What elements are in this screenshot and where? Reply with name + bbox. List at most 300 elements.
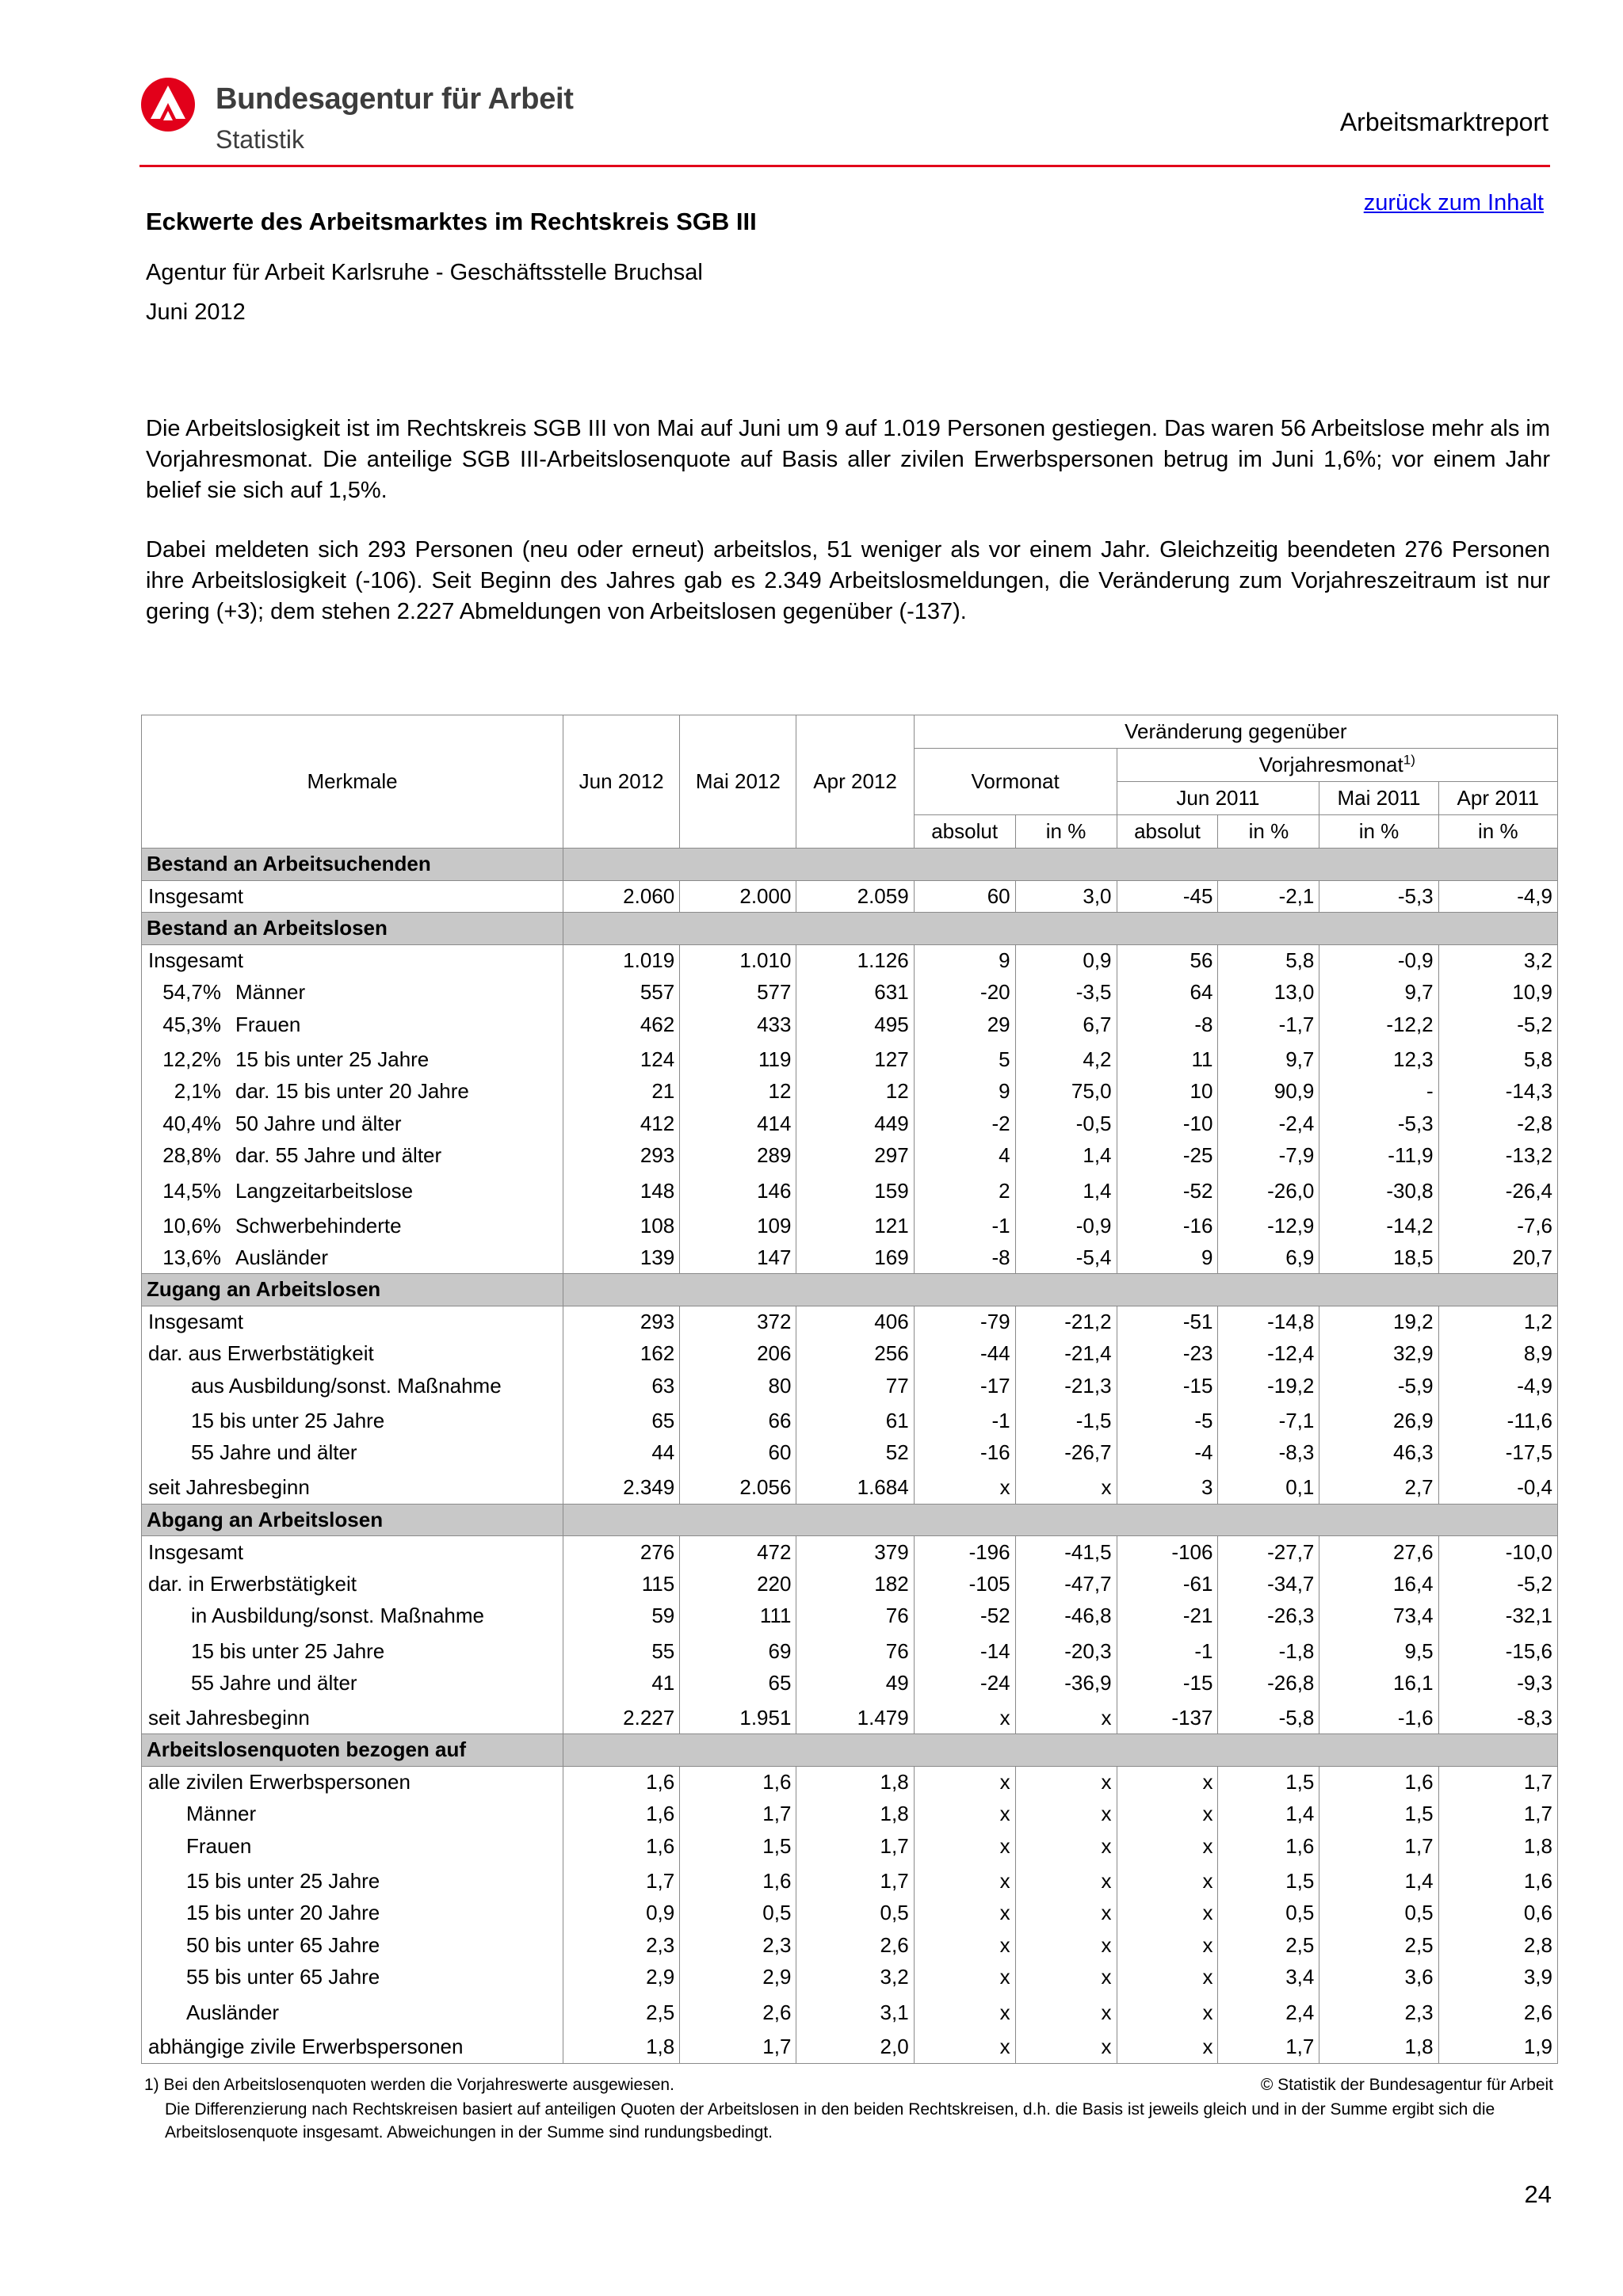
table-cell: -2 [914, 1108, 1015, 1140]
table-cell: 2,0 [796, 2028, 914, 2063]
table-cell: 16,1 [1319, 1667, 1438, 1699]
table-row [142, 1469, 1558, 1504]
table-cell: -1 [1117, 1632, 1218, 1667]
page-header [139, 76, 1550, 170]
table-cell: -1 [914, 1207, 1015, 1241]
table-cell: 2,6 [1438, 1993, 1557, 2028]
row-label: 55 Jahre und älter [191, 1670, 357, 1695]
table-cell: -21,4 [1015, 1338, 1117, 1371]
table-cell: -41,5 [1015, 1536, 1117, 1569]
row-label: Insgesamt [148, 948, 243, 972]
table-cell: -1,6 [1319, 1699, 1438, 1734]
table-cell: x [1117, 2028, 1218, 2063]
row-label-cell [142, 1667, 563, 1699]
table-cell: 146 [680, 1172, 796, 1207]
table-cell: 12,3 [1319, 1041, 1438, 1076]
table-cell: 0,5 [1319, 1897, 1438, 1930]
table-cell: 379 [796, 1536, 914, 1569]
table-cell: -5,3 [1319, 1108, 1438, 1140]
table-cell: 2,5 [1319, 1929, 1438, 1962]
table-cell: -7,1 [1218, 1402, 1319, 1437]
table-cell: 182 [796, 1568, 914, 1600]
table-cell: 159 [796, 1172, 914, 1207]
table-cell: 2.056 [680, 1469, 796, 1504]
table-cell: -2,8 [1438, 1108, 1557, 1140]
table-cell: 220 [680, 1568, 796, 1600]
row-label-cell [142, 1108, 563, 1140]
table-cell: 1.126 [796, 944, 914, 977]
table-cell: 1,6 [563, 1798, 680, 1831]
table-row [142, 1667, 1558, 1699]
table-cell: -26,0 [1218, 1172, 1319, 1207]
row-label: 50 bis unter 65 Jahre [186, 1932, 380, 1957]
table-cell: 64 [1117, 977, 1218, 1009]
table-cell: -1,8 [1218, 1632, 1319, 1667]
report-period: Juni 2012 [146, 299, 246, 325]
table-cell: 2.227 [563, 1699, 680, 1734]
table-cell: 462 [563, 1009, 680, 1041]
table-cell: 12 [796, 1076, 914, 1108]
table-cell: 2,5 [563, 1993, 680, 2028]
table-cell: 0,6 [1438, 1897, 1557, 1930]
table-cell: 1,5 [1319, 1798, 1438, 1831]
table-cell: 1.951 [680, 1699, 796, 1734]
table-cell: 4,2 [1015, 1041, 1117, 1076]
table-cell: -137 [1117, 1699, 1218, 1734]
table-cell: 1,7 [1218, 2028, 1319, 2063]
table-cell: -24 [914, 1667, 1015, 1699]
table-cell: 1,6 [680, 1766, 796, 1798]
table-cell: -52 [914, 1600, 1015, 1633]
table-cell: 73,4 [1319, 1600, 1438, 1633]
section-fill [563, 849, 1558, 881]
table-cell: -34,7 [1218, 1568, 1319, 1600]
table-cell: -4,9 [1438, 1370, 1557, 1402]
section-header-row [142, 1734, 1558, 1767]
section-header-row [142, 849, 1558, 881]
header-divider [139, 165, 1550, 167]
table-cell: 1,5 [1218, 1863, 1319, 1897]
table-cell: 1,8 [563, 2028, 680, 2063]
row-label: alle zivilen Erwerbspersonen [148, 1770, 411, 1794]
row-label-cell [142, 1338, 563, 1371]
table-cell: 3,0 [1015, 880, 1117, 913]
table-cell: 1,7 [1438, 1798, 1557, 1831]
table-cell: x [914, 1993, 1015, 2028]
col-header-absolut: absolut [1117, 815, 1218, 849]
table-cell: 0,5 [680, 1897, 796, 1930]
table-cell: 124 [563, 1041, 680, 1076]
table-cell: 9 [1117, 1241, 1218, 1274]
table-cell: 0,9 [563, 1897, 680, 1930]
table-cell: 6,7 [1015, 1009, 1117, 1041]
table-cell: -5,9 [1319, 1370, 1438, 1402]
table-cell: x [914, 1699, 1015, 1734]
footnote-2: Die Differenzierung nach Rechtskreisen basiert auf anteiligen Quoten der Arbeitslosen in den beiden Rechtskreisen, d.h. die Basis ist jeweils gleich und in der Summe ergibt sich die Arbeitslosenquote insgesamt. Abweichungen in der Summe sind rundungsbedingt. [165, 2100, 1495, 2142]
table-cell: x [1117, 1830, 1218, 1863]
table-cell: -5,2 [1438, 1009, 1557, 1041]
table-cell: 1,7 [796, 1830, 914, 1863]
row-label: Frauen [186, 1833, 252, 1858]
page-number: 24 [1524, 2180, 1552, 2208]
table-cell: -61 [1117, 1568, 1218, 1600]
table-row [142, 1632, 1558, 1667]
table-cell: -23 [1117, 1338, 1218, 1371]
table-cell: x [914, 1897, 1015, 1930]
table-row [142, 977, 1558, 1009]
table-cell: 2.000 [680, 880, 796, 913]
row-label: Insgesamt [148, 883, 243, 908]
table-cell: 18,5 [1319, 1241, 1438, 1274]
table-cell: 1,6 [563, 1766, 680, 1798]
org-subtitle: Statistik [216, 125, 305, 154]
table-cell: 1,6 [1319, 1766, 1438, 1798]
table-cell: 1.684 [796, 1469, 914, 1504]
copyright: © Statistik der Bundesagentur für Arbeit [1260, 2076, 1553, 2094]
vorjahresmonat-label: Vorjahresmonat [1258, 753, 1403, 776]
table-cell: 66 [680, 1402, 796, 1437]
table-row [142, 1699, 1558, 1734]
table-cell: -11,6 [1438, 1402, 1557, 1437]
table-cell: 1.479 [796, 1699, 914, 1734]
share-percent: 12,2% [162, 1047, 221, 1071]
table-cell: x [1117, 1993, 1218, 2028]
table-cell: -8,3 [1218, 1437, 1319, 1470]
table-cell: -14,2 [1319, 1207, 1438, 1241]
row-label-cell [142, 1766, 563, 1798]
table-cell: 75,0 [1015, 1076, 1117, 1108]
table-cell: -1,5 [1015, 1402, 1117, 1437]
table-cell: 2.060 [563, 880, 680, 913]
table-cell: 115 [563, 1568, 680, 1600]
table-cell: 433 [680, 1009, 796, 1041]
table-cell: 1.010 [680, 944, 796, 977]
table-cell: 9 [914, 1076, 1015, 1108]
col-header-absolut: absolut [914, 815, 1015, 849]
table-cell: -8 [1117, 1009, 1218, 1041]
table-cell: -47,7 [1015, 1568, 1117, 1600]
table-cell: 9,7 [1319, 977, 1438, 1009]
table-cell: -21,3 [1015, 1370, 1117, 1402]
org-name: Bundesagentur für Arbeit [216, 82, 574, 116]
table-cell: 127 [796, 1041, 914, 1076]
share-percent: 54,7% [162, 980, 221, 1005]
footnote-marker: 1) [1403, 752, 1415, 768]
table-cell: 20,7 [1438, 1241, 1557, 1274]
section-header-row [142, 913, 1558, 945]
table-cell: -12,4 [1218, 1338, 1319, 1371]
table-cell: 3,4 [1218, 1962, 1319, 1994]
table-cell: 1,4 [1015, 1140, 1117, 1173]
footnote-1: 1) Bei den Arbeitslosenquoten werden die Vorjahreswerte ausgewiesen. [144, 2076, 674, 2094]
table-cell: -5,8 [1218, 1699, 1319, 1734]
table-cell: 1,6 [563, 1830, 680, 1863]
table-cell: 1,8 [1319, 2028, 1438, 2063]
table-cell: 26,9 [1319, 1402, 1438, 1437]
table-cell: 3 [1117, 1469, 1218, 1504]
table-cell: x [914, 1863, 1015, 1897]
row-label: Langzeitarbeitslose [235, 1178, 414, 1203]
table-cell: 557 [563, 977, 680, 1009]
row-label: Ausländer [235, 1245, 329, 1269]
share-percent: 28,8% [162, 1143, 221, 1168]
table-cell: -1 [914, 1402, 1015, 1437]
section-header-row [142, 1504, 1558, 1536]
table-row [142, 1009, 1558, 1041]
table-cell: -17,5 [1438, 1437, 1557, 1470]
table-cell: -17 [914, 1370, 1015, 1402]
table-cell: 1,6 [1438, 1863, 1557, 1897]
table-cell: 65 [680, 1667, 796, 1699]
row-label-cell [142, 1172, 563, 1207]
table-row [142, 2028, 1558, 2063]
table-cell: x [1015, 1798, 1117, 1831]
table-body [142, 849, 1558, 2064]
table-cell: 2,7 [1319, 1469, 1438, 1504]
table-cell: -10 [1117, 1108, 1218, 1140]
share-percent: 10,6% [162, 1213, 221, 1238]
row-label-cell [142, 944, 563, 977]
table-cell: 2,9 [680, 1962, 796, 1994]
row-label: Schwerbehinderte [235, 1213, 402, 1238]
table-row [142, 1600, 1558, 1633]
share-percent: 45,3% [162, 1012, 221, 1036]
table-cell: -12,2 [1319, 1009, 1438, 1041]
table-row [142, 1863, 1558, 1897]
row-label-cell [142, 880, 563, 913]
table-cell: 55 [563, 1632, 680, 1667]
row-label: 15 bis unter 25 Jahre [191, 1638, 385, 1663]
table-cell: 1,7 [680, 1798, 796, 1831]
row-label: Insgesamt [148, 1310, 243, 1333]
table-cell: 90,9 [1218, 1076, 1319, 1108]
table-cell: -3,5 [1015, 977, 1117, 1009]
table-cell: 2,4 [1218, 1993, 1319, 2028]
table-cell: 5 [914, 1041, 1015, 1076]
table-cell: 13,0 [1218, 977, 1319, 1009]
table-cell: 41 [563, 1667, 680, 1699]
table-cell: x [914, 1929, 1015, 1962]
row-label: abhängige zivile Erwerbspersonen [148, 2035, 464, 2059]
table-cell: 1,9 [1438, 2028, 1557, 2063]
table-row [142, 1993, 1558, 2028]
table-cell: 1,7 [680, 2028, 796, 2063]
table-cell: 2,6 [680, 1993, 796, 2028]
table-cell: 412 [563, 1108, 680, 1140]
table-cell: 12 [680, 1076, 796, 1108]
table-cell: 6,9 [1218, 1241, 1319, 1274]
key-figures-table [141, 715, 1558, 2064]
row-label: dar. aus Erwerbstätigkeit [148, 1341, 374, 1366]
table-cell: 8,9 [1438, 1338, 1557, 1371]
table-cell: 16,4 [1319, 1568, 1438, 1600]
table-cell: 1,4 [1015, 1172, 1117, 1207]
row-label: Frauen [235, 1012, 301, 1036]
table-cell: 1,2 [1438, 1306, 1557, 1338]
table-cell: - [1319, 1076, 1438, 1108]
table-cell: 0,5 [796, 1897, 914, 1930]
table-cell: 5,8 [1218, 944, 1319, 977]
table-row [142, 1306, 1558, 1338]
table-row [142, 1568, 1558, 1600]
table-cell: x [1015, 1929, 1117, 1962]
table-cell: -14,3 [1438, 1076, 1557, 1108]
table-row [142, 1041, 1558, 1076]
row-label: Insgesamt [148, 1539, 243, 1564]
table-cell: x [914, 1766, 1015, 1798]
share-percent: 14,5% [162, 1178, 221, 1203]
row-label: dar. 15 bis unter 20 Jahre [235, 1079, 469, 1104]
table-cell: -44 [914, 1338, 1015, 1371]
back-to-contents-link[interactable]: zurück zum Inhalt [1363, 190, 1544, 215]
table-cell: 10,9 [1438, 977, 1557, 1009]
table-cell: 3,2 [1438, 944, 1557, 977]
section-title: Zugang an Arbeitslosen [142, 1274, 563, 1306]
table-cell: 76 [796, 1632, 914, 1667]
table-cell: 44 [563, 1437, 680, 1470]
table-cell: 372 [680, 1306, 796, 1338]
table-cell: 2.349 [563, 1469, 680, 1504]
row-label-cell [142, 1306, 563, 1338]
table-cell: 1,5 [1218, 1766, 1319, 1798]
table-cell: x [1015, 1766, 1117, 1798]
section-header-row [142, 1274, 1558, 1306]
share-percent: 2,1% [174, 1079, 221, 1104]
table-cell: 1,4 [1319, 1863, 1438, 1897]
row-label-cell [142, 1536, 563, 1569]
table-cell: -2,4 [1218, 1108, 1319, 1140]
table-cell: 3,1 [796, 1993, 914, 2028]
table-cell: 109 [680, 1207, 796, 1241]
row-label: 50 Jahre und älter [235, 1111, 402, 1135]
table-row [142, 1402, 1558, 1437]
table-cell: -16 [1117, 1207, 1218, 1241]
table-cell: -4 [1117, 1437, 1218, 1470]
table-cell: x [914, 1830, 1015, 1863]
table-cell: -14,8 [1218, 1306, 1319, 1338]
section-title: Bestand an Arbeitsuchenden [142, 849, 563, 881]
row-label: dar. in Erwerbstätigkeit [148, 1571, 357, 1596]
table-cell: 631 [796, 977, 914, 1009]
table-cell: -26,8 [1218, 1667, 1319, 1699]
table-cell: 293 [563, 1140, 680, 1173]
table-cell: 2,9 [563, 1962, 680, 1994]
table-cell: 111 [680, 1600, 796, 1633]
table-row [142, 1536, 1558, 1569]
row-label: 55 bis unter 65 Jahre [186, 1965, 380, 1989]
table-cell: -8 [914, 1241, 1015, 1274]
table-cell: -15,6 [1438, 1632, 1557, 1667]
table-cell: -20 [914, 977, 1015, 1009]
table-cell: 9,7 [1218, 1041, 1319, 1076]
table-cell: 2,3 [1319, 1993, 1438, 2028]
table-cell: 21 [563, 1076, 680, 1108]
table-cell: x [1015, 1469, 1117, 1504]
table-cell: x [1117, 1863, 1218, 1897]
row-label-cell [142, 1632, 563, 1667]
row-label-cell [142, 1568, 563, 1600]
col-header-mai-2012: Mai 2012 [680, 715, 796, 849]
col-header-apr-2012: Apr 2012 [796, 715, 914, 849]
col-header-veraenderung: Veränderung gegenüber [914, 715, 1557, 749]
table-cell: -11,9 [1319, 1140, 1438, 1173]
table-cell: x [1117, 1929, 1218, 1962]
table-cell: 46,3 [1319, 1437, 1438, 1470]
row-label: 15 bis unter 25 Jahre [186, 1869, 380, 1893]
table-cell: 4 [914, 1140, 1015, 1173]
table-cell: -14 [914, 1632, 1015, 1667]
table-cell: 77 [796, 1370, 914, 1402]
table-cell: -16 [914, 1437, 1015, 1470]
table-cell: x [1117, 1798, 1218, 1831]
table-cell: -45 [1117, 880, 1218, 913]
table-cell: 1,7 [1319, 1830, 1438, 1863]
table-cell: -7,9 [1218, 1140, 1319, 1173]
section-fill [563, 1274, 1558, 1306]
table-cell: 0,5 [1218, 1897, 1319, 1930]
table-cell: 61 [796, 1402, 914, 1437]
table-cell: 29 [914, 1009, 1015, 1041]
table-cell: x [1117, 1962, 1218, 1994]
table-cell: -51 [1117, 1306, 1218, 1338]
share-percent: 40,4% [162, 1111, 221, 1135]
table-cell: -36,9 [1015, 1667, 1117, 1699]
table-cell: x [914, 1469, 1015, 1504]
table-cell: -12,9 [1218, 1207, 1319, 1241]
row-label: Ausländer [186, 2000, 280, 2024]
table-cell: 2,6 [796, 1929, 914, 1962]
table-row [142, 1766, 1558, 1798]
table-cell: 65 [563, 1402, 680, 1437]
section-fill [563, 1504, 1558, 1536]
table-cell: x [1015, 1993, 1117, 2028]
col-header-jun-2011: Jun 2011 [1117, 782, 1319, 815]
table-cell: 1,6 [1218, 1830, 1319, 1863]
table-cell: x [1015, 1863, 1117, 1897]
table-cell: x [1117, 1897, 1218, 1930]
row-label: 55 Jahre und älter [191, 1440, 357, 1465]
section-title: Arbeitslosenquoten bezogen auf [142, 1734, 563, 1767]
page-subtitle: Agentur für Arbeit Karlsruhe - Geschäftsstelle Bruchsal [146, 260, 703, 285]
table-cell: -25 [1117, 1140, 1218, 1173]
section-fill [563, 1734, 1558, 1767]
table-cell: -1,7 [1218, 1009, 1319, 1041]
table-cell: x [1117, 1766, 1218, 1798]
table-cell: 206 [680, 1338, 796, 1371]
table-cell: -27,7 [1218, 1536, 1319, 1569]
table-cell: 289 [680, 1140, 796, 1173]
table-row [142, 1241, 1558, 1274]
page-title: Eckwerte des Arbeitsmarktes im Rechtskreis SGB III [146, 208, 757, 235]
table-cell: -46,8 [1015, 1600, 1117, 1633]
table-cell: 59 [563, 1600, 680, 1633]
table-cell: 2,5 [1218, 1929, 1319, 1962]
table-cell: 1,6 [680, 1863, 796, 1897]
row-label-cell [142, 977, 563, 1009]
col-header-mai-2011: Mai 2011 [1319, 782, 1438, 815]
row-label: dar. 55 Jahre und älter [235, 1143, 442, 1168]
row-label-cell [142, 1076, 563, 1108]
table-cell: -19,2 [1218, 1370, 1319, 1402]
row-label: 15 bis unter 25 Jahre [235, 1047, 430, 1071]
table-cell: -21 [1117, 1600, 1218, 1633]
row-label-cell [142, 1929, 563, 1962]
table-cell: 121 [796, 1207, 914, 1241]
table-cell: 32,9 [1319, 1338, 1438, 1371]
table-cell: -0,5 [1015, 1108, 1117, 1140]
table-cell: x [914, 2028, 1015, 2063]
row-label: 15 bis unter 20 Jahre [186, 1901, 380, 1925]
